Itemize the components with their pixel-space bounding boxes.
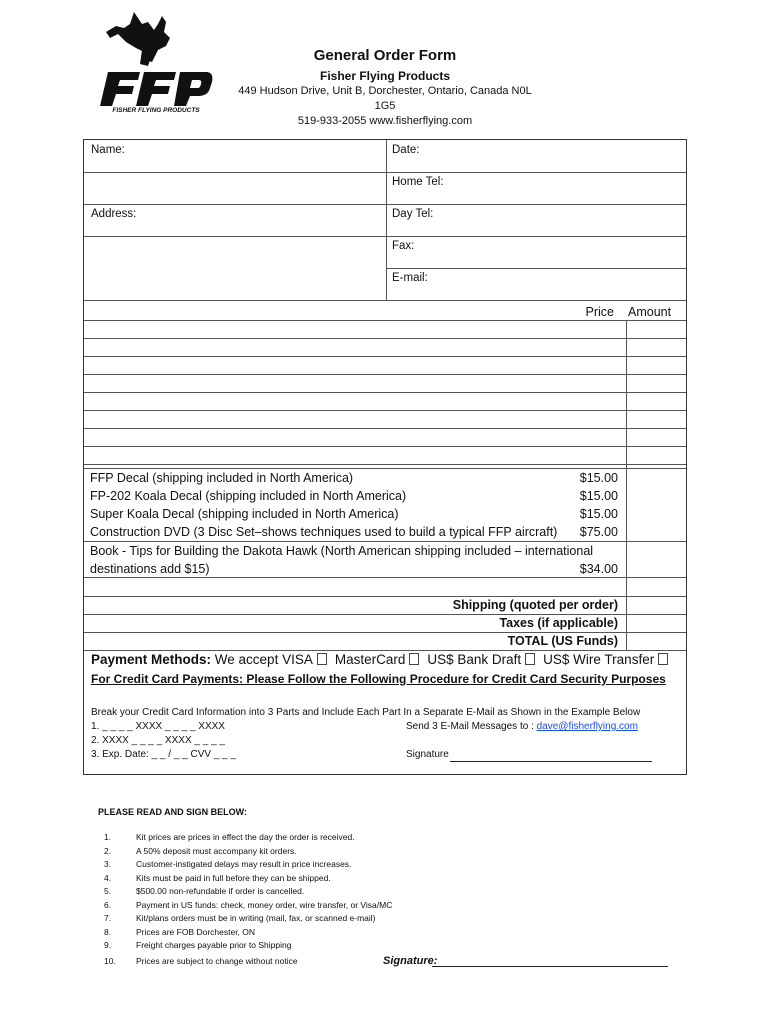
- bank-draft-option: US$ Bank Draft: [427, 652, 522, 667]
- term-number: 9.: [104, 940, 112, 950]
- final-signature-label: Signature:: [383, 955, 438, 967]
- term-item: $500.00 non-refundable if order is cancelled.: [136, 886, 305, 896]
- email-link[interactable]: dave@fisherflying.com: [536, 721, 638, 732]
- email-field[interactable]: E-mail:: [392, 272, 428, 284]
- date-field[interactable]: Date:: [392, 144, 420, 156]
- item-super-koala-decal: Super Koala Decal (shipping included in North America): [90, 507, 399, 521]
- item-price: $15.00: [579, 507, 618, 521]
- company-contact: 519-933-2055 www.fisherflying.com: [297, 115, 473, 127]
- cc-instructions: Break your Credit Card Information into 3 Parts and Include Each Part In a Separate E-Mail as Shown in the Example Below: [91, 707, 641, 718]
- day-tel-field[interactable]: Day Tel:: [392, 208, 434, 220]
- send-email-text: Send 3 E-Mail Messages to : dave@fisherflying.com: [406, 721, 638, 732]
- cc-signature-line[interactable]: [450, 761, 652, 762]
- visa-option: VISA: [282, 652, 313, 667]
- term-item: Customer-instigated delays may result in price increases.: [136, 859, 352, 869]
- bank-draft-checkbox[interactable]: [525, 653, 535, 665]
- address-field[interactable]: Address:: [91, 208, 137, 220]
- ffp-logo: [96, 10, 216, 114]
- term-number: 2.: [104, 846, 112, 856]
- term-item: A 50% deposit must accompany kit orders.: [136, 846, 297, 856]
- terms-heading: PLEASE READ AND SIGN BELOW:: [98, 807, 248, 817]
- form-title: General Order Form: [313, 47, 457, 64]
- item-koala-decal: FP-202 Koala Decal (shipping included in North America): [90, 489, 407, 503]
- item-price: $15.00: [579, 489, 618, 503]
- fax-field[interactable]: Fax:: [392, 240, 415, 252]
- wire-transfer-option: US$ Wire Transfer: [543, 652, 655, 667]
- item-book-line2: destinations add $15): [90, 562, 210, 576]
- term-number: 5.: [104, 886, 112, 896]
- credit-card-heading: For Credit Card Payments: Please Follow the Following Procedure for Credit Card Security Purposes: [91, 672, 666, 686]
- term-item: Payment in US funds: check, money order, wire transfer, or Visa/MC: [136, 900, 393, 910]
- order-form: [83, 139, 687, 775]
- term-item: Kit/plans orders must be in writing (mail, fax, or scanned e-mail): [136, 913, 376, 923]
- logo-subtext: FISHER FLYING PRODUCTS: [112, 107, 200, 114]
- term-item: Prices are subject to change without notice: [136, 956, 298, 966]
- mastercard-checkbox[interactable]: [409, 653, 419, 665]
- item-construction-dvd: Construction DVD (3 Disc Set–shows techniques used to build a typical FFP aircraft): [90, 525, 558, 539]
- cc-part3: 3. Exp. Date: _ _ / _ _ CVV _ _ _: [91, 749, 237, 760]
- term-number: 8.: [104, 927, 112, 937]
- amount-column-divider: [626, 320, 627, 650]
- taxes-label: Taxes (if applicable): [499, 616, 618, 630]
- item-book-line1: Book - Tips for Building the Dakota Hawk (North American shipping included – international: [90, 544, 594, 558]
- term-item: Freight charges payable prior to Shipping: [136, 940, 292, 950]
- term-number: 7.: [104, 913, 112, 923]
- term-number: 4.: [104, 873, 112, 883]
- mastercard-option: MasterCard: [334, 652, 406, 667]
- item-price: $15.00: [579, 471, 618, 485]
- company-address: 449 Hudson Drive, Unit B, Dorchester, Ontario, Canada N0L 1G5: [238, 85, 532, 112]
- item-price: $34.00: [579, 562, 618, 576]
- company-name: Fisher Flying Products: [319, 69, 451, 83]
- total-label: TOTAL (US Funds): [507, 634, 618, 648]
- term-number: 6.: [104, 900, 112, 910]
- term-item: Kit prices are prices in effect the day the order is received.: [136, 832, 355, 842]
- term-item: Kits must be paid in full before they can be shipped.: [136, 873, 331, 883]
- term-item: Prices are FOB Dorchester, ON: [136, 927, 256, 937]
- price-header: Price: [585, 305, 614, 319]
- term-number: 10.: [104, 956, 116, 966]
- cc-part2: 2. XXXX _ _ _ _ XXXX _ _ _ _: [91, 735, 225, 746]
- payment-methods-heading: Payment Methods:: [91, 652, 212, 667]
- form-header: [230, 46, 540, 129]
- wire-transfer-checkbox[interactable]: [658, 653, 668, 665]
- cc-part1: 1. _ _ _ _ XXXX _ _ _ _ XXXX: [91, 721, 225, 732]
- term-number: 3.: [104, 859, 112, 869]
- visa-checkbox[interactable]: [317, 653, 327, 665]
- item-price: $75.00: [579, 525, 618, 539]
- amount-header: Amount: [628, 305, 672, 319]
- name-field[interactable]: Name:: [91, 144, 125, 156]
- shipping-label: Shipping (quoted per order): [452, 598, 618, 612]
- term-number: 1.: [104, 832, 112, 842]
- home-tel-field[interactable]: Home Tel:: [392, 176, 444, 188]
- payment-methods: Payment Methods: We accept VISA MasterCard US$ Bank Draft US$ Wire Transfer: [91, 652, 676, 667]
- final-signature-line[interactable]: [432, 966, 668, 967]
- cc-signature-label: Signature: [406, 749, 449, 760]
- info-divider: [386, 140, 387, 300]
- eagle-icon: [106, 12, 170, 66]
- item-ffp-decal: FFP Decal (shipping included in North America): [90, 471, 354, 485]
